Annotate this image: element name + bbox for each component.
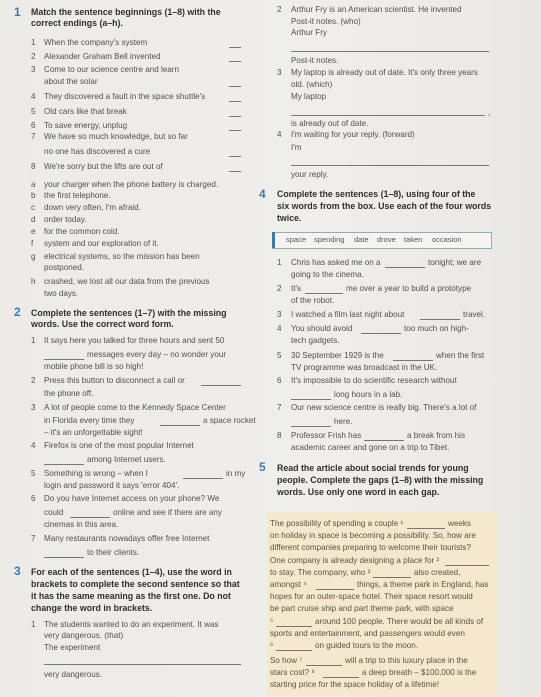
- article-text: hopes for an outer-space hotel. Their space resort would: [270, 592, 473, 601]
- article-text: around 100 people. There would be all kinds of: [315, 617, 484, 626]
- sentence-text: academic career and gone on a trip to Tibet.: [291, 443, 450, 452]
- item-number: 1: [31, 38, 36, 47]
- exercise-3-instruction: For each of the sentences (1–4), use the word in: [31, 567, 232, 577]
- sentence-text: the phone off.: [44, 389, 94, 398]
- item-number: 2: [31, 376, 36, 385]
- exercise-3-instruction-4: change the word in brackets.: [31, 603, 153, 613]
- article-text: will a trip to this luxury place in the: [345, 656, 468, 665]
- sentence-text: Post-it notes. (who): [291, 17, 361, 26]
- sentence-ending: for the common cold.: [44, 227, 120, 236]
- item-number: 4: [277, 324, 282, 333]
- sentence-text: could: [44, 508, 64, 517]
- sentence-beginning: Alexander Graham Bell invented: [44, 52, 161, 61]
- exercise-5-instruction: Read the article about social trends for young: [277, 463, 469, 473]
- sentence-text: Our new science centre is really big. There's a lot of: [291, 403, 477, 412]
- sentence-text: mobile phone bill is so high!: [44, 362, 144, 371]
- answer-blank[interactable]: [361, 324, 401, 334]
- answer-blank[interactable]: [183, 469, 223, 479]
- article-text: also created,: [414, 568, 461, 577]
- article-text: to stay. The company, who ³: [270, 568, 371, 577]
- exercise-2-number: 2: [14, 305, 21, 319]
- sentence-beginning: They discovered a fault in the space shuttle's: [44, 92, 206, 101]
- sentence-start: The experiment: [44, 643, 101, 652]
- article-text: amongst ⁴: [270, 580, 307, 589]
- answer-blank[interactable]: [393, 351, 433, 361]
- sentence-text: a space rocket: [203, 416, 256, 425]
- gap-4-blank[interactable]: [316, 580, 354, 590]
- article-text: One company is already designing a place for ²: [270, 556, 440, 565]
- article-text: starting price for the space holiday of a lifetime!: [270, 680, 440, 689]
- sentence-end: your reply.: [291, 170, 329, 179]
- sentence-text: messages every day – no wonder your: [87, 350, 227, 359]
- answer-blank[interactable]: [291, 390, 331, 400]
- sentence-end: is already out of date.: [291, 119, 369, 128]
- sentence-ending: electrical systems, so the mission has been: [44, 252, 200, 261]
- sentence-text: very dangerous. (that): [44, 631, 124, 640]
- gap-2-blank[interactable]: [445, 556, 489, 566]
- word-box: [272, 232, 492, 249]
- article-text: weeks: [448, 519, 471, 528]
- sentence-text: Professor Frish has: [291, 431, 362, 440]
- sentence-text: Something is wrong – when I: [44, 469, 148, 478]
- sentence-text: going to the cinema.: [291, 270, 364, 279]
- item-number: 7: [277, 403, 282, 412]
- ending-letter: d: [31, 215, 36, 224]
- answer-blank[interactable]: [229, 162, 241, 172]
- sentence-start: I'm: [291, 143, 302, 152]
- answer-blank[interactable]: [229, 77, 241, 87]
- sentence-text: Chris has asked me on a: [291, 258, 381, 267]
- exercise-4-instruction-3: twice.: [277, 213, 302, 223]
- word-option: space: [286, 235, 307, 244]
- item-number: 6: [31, 494, 36, 503]
- article-text: a deep breath – $100,000 is the: [362, 668, 477, 677]
- sentence-text: – it's an unforgettable sight!: [44, 428, 143, 437]
- sentence-text: a break from his: [407, 431, 466, 440]
- answer-line[interactable]: [291, 156, 489, 166]
- article-text: different companies preparing to welcome their tourists?: [270, 543, 471, 552]
- item-number: 2: [277, 284, 282, 293]
- sentence-beginning-cont: about the solar: [44, 77, 98, 86]
- sentence-beginning: When the company's system: [44, 38, 148, 47]
- answer-blank[interactable]: [229, 38, 241, 48]
- item-number: 6: [31, 121, 36, 130]
- answer-line[interactable]: [291, 106, 485, 116]
- exercise-2-instruction-2: words. Use the correct word form.: [31, 319, 174, 329]
- sentence-text: It says here you talked for three hours and sent 50: [44, 336, 225, 345]
- answer-blank[interactable]: [201, 376, 241, 386]
- item-number: 8: [31, 162, 36, 171]
- ending-letter: a: [31, 180, 36, 189]
- punctuation: ,: [488, 108, 491, 117]
- sentence-end: very dangerous.: [44, 670, 103, 679]
- exercise-5-instruction-2: people. Complete the gaps (1–8) with the missing: [277, 475, 484, 485]
- exercise-1-instruction-2: correct endings (a–h).: [31, 18, 123, 28]
- sentence-text: cinemas in this area.: [44, 520, 119, 529]
- sentence-beginning: Old cars like that break: [44, 107, 127, 116]
- exercise-5-instruction-3: words. Use only one word in each gap.: [277, 487, 440, 497]
- sentence-text: Do you have Internet access on your phone? We: [44, 494, 220, 503]
- sentence-text: in Florida every time they: [44, 416, 135, 425]
- sentence-beginning: To save energy, unplug: [44, 121, 128, 130]
- sentence-text: My laptop is already out of date. It's only three years: [291, 68, 478, 77]
- sentence-beginning-cont: no one has discovered a cure: [44, 147, 151, 156]
- sentence-text: when the first: [436, 351, 485, 360]
- sentence-text: long hours in a lab.: [334, 390, 403, 399]
- sentence-beginning: Come to our science centre and learn: [44, 65, 179, 74]
- answer-blank[interactable]: [44, 350, 84, 360]
- sentence-end: Post-it notes.: [291, 56, 339, 65]
- article-text: ⁶: [270, 641, 274, 650]
- item-number: 2: [277, 5, 282, 14]
- sentence-start: Arthur Fry: [291, 28, 327, 37]
- answer-blank[interactable]: [420, 310, 460, 320]
- answer-blank[interactable]: [229, 92, 241, 102]
- gap-7-blank[interactable]: [306, 656, 342, 666]
- sentence-text: old. (which): [291, 80, 333, 89]
- ending-letter: b: [31, 191, 36, 200]
- sentence-text: The students wanted to do an experiment. It was: [44, 620, 219, 629]
- gap-5-blank[interactable]: [276, 617, 312, 627]
- sentence-ending: down very often, I'm afraid.: [44, 203, 141, 212]
- sentence-ending: the first telephone.: [44, 191, 111, 200]
- item-number: 4: [31, 92, 36, 101]
- item-number: 7: [31, 534, 36, 543]
- answer-blank[interactable]: [291, 417, 331, 427]
- sentence-text: online and see if there are any: [113, 508, 222, 517]
- item-number: 3: [277, 310, 282, 319]
- answer-blank[interactable]: [160, 416, 200, 426]
- sentence-text: I'm waiting for your reply. (forward): [291, 130, 415, 139]
- sentence-text: 30 September 1929 is the: [291, 351, 384, 360]
- sentence-text: Many restaurants nowadays offer free Internet: [44, 534, 210, 543]
- answer-blank[interactable]: [229, 147, 241, 157]
- exercise-2-instruction: Complete the sentences (1–7) with the missing: [31, 308, 227, 318]
- answer-line[interactable]: [291, 42, 489, 52]
- item-number: 6: [277, 376, 282, 385]
- item-number: 7: [31, 132, 36, 141]
- sentence-ending: system and our exploration of it.: [44, 239, 159, 248]
- sentence-text: login and password it says 'error 404'.: [44, 481, 180, 490]
- article-text: sports and entertainment, and passengers would even: [270, 629, 465, 638]
- sentence-text: tonight; we are: [428, 258, 482, 267]
- exercise-4-number: 4: [259, 187, 266, 201]
- sentence-text: me over a year to build a prototype: [346, 284, 472, 293]
- answer-blank[interactable]: [305, 284, 343, 294]
- word-option: date: [354, 235, 369, 244]
- sentence-ending: order today.: [44, 215, 87, 224]
- sentence-ending: your charger when the phone battery is charged.: [44, 180, 219, 189]
- ending-letter: g: [31, 252, 36, 261]
- answer-blank[interactable]: [364, 431, 404, 441]
- item-number: 8: [277, 431, 282, 440]
- sentence-text: I watched a film last night about: [291, 310, 405, 319]
- item-number: 3: [31, 403, 36, 412]
- answer-line[interactable]: [44, 655, 241, 665]
- ending-letter: h: [31, 277, 36, 286]
- sentence-text: travel.: [463, 310, 486, 319]
- item-number: 1: [31, 336, 36, 345]
- article-text: So how ⁷: [270, 656, 303, 665]
- item-number: 1: [277, 258, 282, 267]
- answer-blank[interactable]: [229, 52, 241, 62]
- sentence-text: A lot of people come to the Kennedy Space Center: [44, 403, 226, 412]
- item-number: 4: [31, 441, 36, 450]
- exercise-4-instruction: Complete the sentences (1–8), using four of the: [277, 189, 476, 199]
- sentence-text: in my: [226, 469, 246, 478]
- article-text: ⁵: [270, 617, 274, 626]
- sentence-text: You should avoid: [291, 324, 353, 333]
- item-number: 4: [277, 130, 282, 139]
- article-text: stars cost? ⁸: [270, 668, 315, 677]
- exercise-5-number: 5: [259, 460, 266, 474]
- article-text: on holiday in space is becoming a possibility. So, how are: [270, 531, 476, 540]
- sentence-text: too much on high-: [404, 324, 469, 333]
- word-option: drove: [377, 235, 396, 244]
- exercise-1-number: 1: [14, 5, 21, 19]
- sentence-text: Arthur Fry is an American scientist. He invented: [291, 5, 462, 14]
- word-option: taken: [404, 235, 423, 244]
- ending-letter: c: [31, 203, 36, 212]
- article-text: things, a theme park in England, has: [357, 580, 489, 589]
- gap-6-blank[interactable]: [276, 641, 312, 651]
- ending-letter: f: [31, 239, 34, 248]
- answer-blank[interactable]: [44, 548, 84, 558]
- gap-1-blank[interactable]: [407, 519, 445, 529]
- answer-blank[interactable]: [385, 258, 425, 268]
- sentence-text: It's: [291, 284, 302, 293]
- exercise-3-number: 3: [14, 564, 21, 578]
- word-option: occasion: [432, 235, 462, 244]
- sentence-text: tech gadgets.: [291, 336, 340, 345]
- answer-blank[interactable]: [229, 107, 241, 117]
- sentence-text: Firefox is one of the most popular Internet: [44, 441, 194, 450]
- sentence-beginning: We're sorry but the lifts are out of: [44, 162, 163, 171]
- sentence-ending: crashed, we lost all our data from the previous: [44, 277, 210, 286]
- article-text: The possibility of spending a couple ¹: [270, 519, 404, 528]
- word-option: spending: [314, 235, 345, 244]
- item-number: 3: [277, 68, 282, 77]
- exercise-3-instruction-3: it has the same meaning as the first one. Do not: [31, 591, 231, 601]
- answer-blank[interactable]: [44, 455, 84, 465]
- sentence-ending-cont: postponed.: [44, 263, 85, 272]
- item-number: 5: [277, 351, 282, 360]
- sentence-ending-cont: two days.: [44, 289, 79, 298]
- gap-8-blank[interactable]: [323, 668, 359, 678]
- answer-blank[interactable]: [70, 508, 110, 518]
- item-number: 2: [31, 52, 36, 61]
- exercise-4-instruction-2: six words from the box. Use each of the four words: [277, 201, 492, 211]
- exercise-1-instruction: Match the sentence beginnings (1–8) with the: [31, 7, 221, 17]
- word-box-accent: [272, 232, 275, 248]
- exercise-3-instruction-2: brackets to complete the second sentence so that: [31, 579, 240, 589]
- sentence-text: TV programme was broadcast in the UK.: [291, 363, 438, 372]
- gap-3-blank[interactable]: [373, 568, 411, 578]
- sentence-text: It's impossible to do scientific research without: [291, 376, 457, 385]
- item-number: 5: [31, 107, 36, 116]
- sentence-text: of the robot.: [291, 296, 335, 305]
- article-text: on guided tours to the moon.: [315, 641, 419, 650]
- item-number: 3: [31, 65, 36, 74]
- sentence-beginning: We have so much knowledge, but so far: [44, 132, 188, 141]
- ending-letter: e: [31, 227, 36, 236]
- answer-blank[interactable]: [229, 121, 241, 131]
- article-text: be part cruise ship and part theme park, with space: [270, 604, 454, 613]
- item-number: 1: [31, 620, 36, 629]
- sentence-text: to their clients.: [87, 548, 140, 557]
- sentence-start: My laptop: [291, 92, 327, 101]
- sentence-text: here.: [334, 417, 353, 426]
- sentence-text: among Internet users.: [87, 455, 166, 464]
- sentence-text: Press this button to disconnect a call or: [44, 376, 185, 385]
- item-number: 5: [31, 469, 36, 478]
